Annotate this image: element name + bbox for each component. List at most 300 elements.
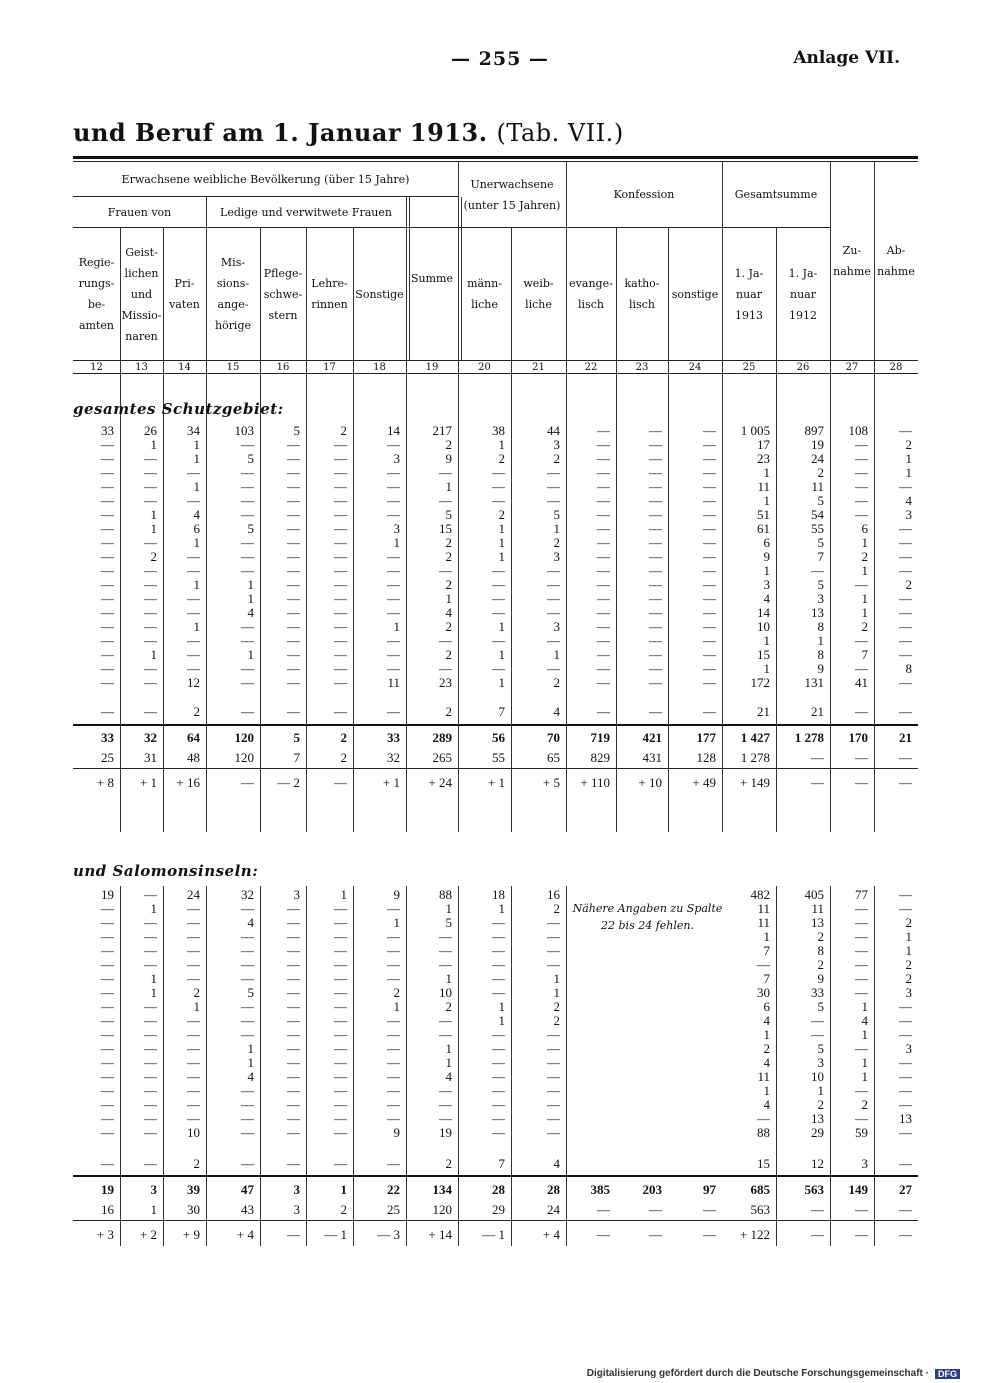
table-cell: 4 [445,605,452,620]
table-cell: — [287,1097,300,1112]
table-cell: — [899,1156,912,1171]
table-cell: — [287,493,300,508]
table-cell: — [855,437,868,452]
table-cell: — 1 [482,1227,505,1242]
table-cell: 2 [817,957,824,972]
header-wives: Frauen von [107,205,172,219]
table-cell: — [241,661,254,676]
table-cell: 15 [439,521,452,536]
table-cell: + 4 [236,1227,254,1242]
table-cell: 9 [763,549,770,564]
table-cell: — [241,957,254,972]
table-cell: — [597,423,610,438]
table-cell: — [492,1125,505,1140]
table-cell: — [649,451,662,466]
table-cell: — [855,633,868,648]
table-cell: — [703,1202,716,1217]
table-cell: 10 [811,1069,824,1084]
table-cell: — [187,1055,200,1070]
table-cell: 2 [445,549,452,564]
table-cell: — [334,1125,347,1140]
table-cell: 11 [757,479,770,494]
table-cell: 1 [861,563,868,578]
header-col22: evange-lisch [569,277,613,311]
table-cell: — [287,577,300,592]
table-cell: — [101,1097,114,1112]
table-cell: — [703,591,716,606]
table-cell: — [703,577,716,592]
table-cell: 2 [498,451,505,466]
table-cell: 4 [763,1097,770,1112]
table-cell: — [855,915,868,930]
table-row [73,676,918,690]
table-cell: + 14 [428,1227,452,1242]
table-cell: 29 [492,1202,505,1217]
table-cell: — [492,1083,505,1098]
table-cell: 1 [193,479,200,494]
table-cell: 2 [817,929,824,944]
table-cell: 203 [642,1182,662,1197]
table-cell: — [287,633,300,648]
table-cell: 39 [187,1182,200,1197]
table-cell: — [703,619,716,634]
table-cell: 7 [763,943,770,958]
table-cell: — [855,704,868,719]
table-cell: — [101,647,114,662]
table-cell: — [547,661,560,676]
table-cell: — [703,465,716,480]
table-cell: — [334,1013,347,1028]
table-cell: — [241,1097,254,1112]
table-cell: — [855,1083,868,1098]
table-cell: — [547,1083,560,1098]
table-cell: 2 [861,1097,868,1112]
table-cell: — [492,577,505,592]
table-cell: 2 [817,465,824,480]
table-cell: — [492,971,505,986]
table-cell: — [287,465,300,480]
header-col23: katho-lisch [624,277,660,311]
table-cell: 33 [387,730,400,745]
table-cell: — [492,661,505,676]
table-cell: 2 [340,730,347,745]
table-cell: — [387,661,400,676]
table-cell: — [547,943,560,958]
table-row [73,930,918,944]
table-cell: — [899,647,912,662]
table-cell: — [649,577,662,592]
table-cell: — [899,887,912,902]
table-cell: — [387,479,400,494]
table-cell: — [334,1055,347,1070]
table-cell: — [144,957,157,972]
table-cell: — [703,563,716,578]
column-number: 16 [276,362,290,373]
table-cell: — [144,661,157,676]
table-cell: 2 [905,915,912,930]
table-cell: 8 [905,661,912,676]
table-cell: 1 [553,647,560,662]
title-main: und Beruf am 1. Januar 1913. [73,118,488,147]
table-cell: — [547,479,560,494]
table-cell: 21 [899,730,912,745]
table-cell: — [492,605,505,620]
table-cell: 32 [387,750,400,765]
table-row [73,1112,918,1126]
table-cell: — [649,535,662,550]
table-cell: — [811,1202,824,1217]
table-cell: — [649,493,662,508]
table-cell: — [334,535,347,550]
table-cell: 2 [498,507,505,522]
table-cell: 2 [905,971,912,986]
table-cell: — [855,577,868,592]
table-cell: — [492,943,505,958]
table-cell: 1 [817,633,824,648]
table-cell: + 2 [139,1227,157,1242]
header-col27: Zu-nahme [833,244,871,278]
table-cell: — [334,451,347,466]
table-cell: — [492,1027,505,1042]
table-cell: — [439,1027,452,1042]
table-cell: — [287,971,300,986]
total-row [73,1183,918,1197]
table-row [73,1028,918,1042]
table-cell: — [649,563,662,578]
table-cell: + 16 [176,775,200,790]
table-cell: 1 [498,619,505,634]
table-cell: — [899,633,912,648]
table-cell: 4 [553,1156,560,1171]
table-cell: — [187,929,200,944]
table-cell: — [703,437,716,452]
table-cell: 4 [763,591,770,606]
table-row [73,972,918,986]
table-cell: 2 [193,704,200,719]
table-cell: — [649,1227,662,1242]
table-cell: 6 [861,521,868,536]
table-cell: 1 [193,577,200,592]
table-cell: + 110 [580,775,610,790]
table-cell: 9 [393,1125,400,1140]
table-row [73,1126,918,1140]
table-cell: — [334,1069,347,1084]
table-cell: 14 [757,605,770,620]
table-cell: — [492,465,505,480]
table-cell: — [649,1202,662,1217]
table-row [73,1070,918,1084]
table-cell: — [899,521,912,536]
table-cell: — [547,1027,560,1042]
table-cell: — [703,423,716,438]
table-cell: — [387,901,400,916]
table-cell: — [101,521,114,536]
table-cell: — [187,549,200,564]
table-cell: — [287,985,300,1000]
table-cell: — [241,704,254,719]
table-cell: 30 [187,1202,200,1217]
table-cell: — [597,521,610,536]
table-cell: 5 [817,577,824,592]
table-cell: — [439,1097,452,1112]
table-cell: 3 [817,1055,824,1070]
table-cell: — [101,901,114,916]
table-cell: 28 [492,1182,505,1197]
table-cell: + 122 [739,1227,770,1242]
table-cell: — [757,957,770,972]
table-cell: 1 [247,591,254,606]
table-cell: 19 [811,437,824,452]
table-cell: — [187,1027,200,1042]
table-cell: 897 [804,423,824,438]
header-minors: Unerwachsene (unter 15 Jahren) [463,177,561,212]
table-cell: 7 [817,549,824,564]
column-number: 27 [845,362,859,373]
table-cell: — [855,985,868,1000]
table-cell: — [144,465,157,480]
table-cell: — [101,605,114,620]
table-cell: — [101,437,114,452]
column-number: 24 [688,362,702,373]
table-row [73,634,918,648]
table-row [73,578,918,592]
table-cell: 3 [150,1182,157,1197]
table-cell: — [101,1083,114,1098]
table-cell: — [144,563,157,578]
table-cell: — [855,1041,868,1056]
table-cell: — [387,1013,400,1028]
table-cell: — [144,887,157,902]
table-cell: 1 [553,521,560,536]
table-cell: — [597,675,610,690]
table-cell: — [855,507,868,522]
table-cell: 1 [150,901,157,916]
table-cell: 2 [905,957,912,972]
table-cell: — [387,1083,400,1098]
table-cell: — [387,1156,400,1171]
table-cell: 4 [763,1055,770,1070]
table-cell: 2 [553,451,560,466]
table-cell: — [241,675,254,690]
table-cell: — [287,915,300,930]
column-number: 21 [532,362,545,373]
table-cell: 4 [247,605,254,620]
table-cell: — [492,985,505,1000]
table-cell: — [899,999,912,1014]
table-cell: — [703,479,716,494]
table-cell: 1 [861,1027,868,1042]
table-cell: 2 [445,619,452,634]
table-cell: — [187,563,200,578]
table-cell: — [703,521,716,536]
table-cell: 48 [187,750,200,765]
table-cell: 61 [757,521,770,536]
table-cell: — [241,1156,254,1171]
table-cell: 4 [445,1069,452,1084]
column-number: 15 [226,362,240,373]
table-cell: 405 [804,887,824,902]
table-cell: — [811,750,824,765]
table-cell: — [387,437,400,452]
table-cell: 65 [547,750,560,765]
footer-text: Digitalisierung gefördert durch die Deutsche Forschungsgemeinschaft · [586,1368,929,1379]
table-cell: 43 [241,1202,254,1217]
table-cell: 829 [590,750,610,765]
column-number: 23 [635,362,649,373]
total-row [73,731,918,745]
table-cell: — [287,563,300,578]
table-cell: — [439,465,452,480]
table-cell: — [101,704,114,719]
table-cell: 3 [393,451,400,466]
table-cell: 1 [150,521,157,536]
appendix-label: Anlage VII. [793,48,900,68]
table-cell: — [287,704,300,719]
table-cell: 2 [553,1013,560,1028]
table-cell: 2 [905,577,912,592]
table-cell: 1 [763,465,770,480]
table-cell: — [287,1069,300,1084]
table-cell: — [439,957,452,972]
table-cell: — [144,1069,157,1084]
table-cell: 128 [696,750,716,765]
table-cell: 1 [498,675,505,690]
table-cell: 289 [432,730,452,745]
table-cell: 1 [861,1069,868,1084]
table-cell: 59 [855,1125,868,1140]
table-cell: — [855,929,868,944]
table-cell: — [144,1125,157,1140]
table-cell: — [703,605,716,620]
table-cell: 1 278 [740,750,770,765]
table-cell: — [649,549,662,564]
table-cell: 1 [817,1083,824,1098]
table-cell: — [855,1202,868,1217]
table-cell: — [144,704,157,719]
table-cell: 134 [432,1182,452,1197]
table-cell: — [101,535,114,550]
table-cell: 32 [144,730,157,745]
header-col19: Summe [411,272,453,285]
table-cell: — [144,1041,157,1056]
table-cell: 16 [101,1202,114,1217]
table-cell: — [287,591,300,606]
table-cell: — [287,901,300,916]
table-cell: 1 [763,633,770,648]
table-cell: 120 [432,1202,452,1217]
column-number: 12 [90,362,103,373]
table-cell: 77 [855,887,868,902]
table-cell: — [287,535,300,550]
table-cell: — [387,605,400,620]
table-cell: 30 [757,985,770,1000]
table-cell: 3 [553,549,560,564]
table-cell: — [649,479,662,494]
table-cell: — [144,479,157,494]
table-cell: — [899,423,912,438]
table-cell: — [101,1027,114,1042]
table-cell: — [187,957,200,972]
table-cell: 177 [696,730,716,745]
table-cell: — [287,1227,300,1242]
table-cell: 1 [763,493,770,508]
table-cell: — [439,661,452,676]
table-cell: 1 [445,479,452,494]
table-cell: — [597,465,610,480]
table-cell: — [241,479,254,494]
table-cell: 3 [293,1182,300,1197]
table-cell: — [597,1227,610,1242]
table-cell: — [287,1027,300,1042]
column-number: 22 [584,362,598,373]
table-cell: — [855,493,868,508]
table-cell: — [387,1069,400,1084]
table-cell: — [899,535,912,550]
table-row [73,536,918,550]
table-cell: 421 [642,730,662,745]
table-cell: 1 [553,985,560,1000]
table-cell: 9 [445,451,452,466]
table-cell: 6 [193,521,200,536]
table-cell: 2 [553,999,560,1014]
table-cell: — [811,563,824,578]
table-cell: — [899,750,912,765]
table-cell: — [334,577,347,592]
table-cell: 1 [763,661,770,676]
table-cell: 7 [293,750,300,765]
table-row [73,592,918,606]
table-row [73,424,918,438]
table-cell: 120 [234,750,254,765]
table-cell: 482 [750,887,770,902]
table-cell: 2 [393,985,400,1000]
difference-row [73,1228,918,1242]
table-cell: 6 [763,999,770,1014]
table-cell: 12 [187,675,200,690]
table-cell: — [387,633,400,648]
table-cell: — [334,915,347,930]
table-cell: 23 [439,675,452,690]
header-col21: weib-liche [523,277,554,311]
table-cell: 5 [553,507,560,522]
table-cell: — [187,605,200,620]
table-cell: — [101,999,114,1014]
table-cell: — [703,633,716,648]
table-cell: — [855,661,868,676]
table-cell: — [101,1069,114,1084]
table-cell: — [334,929,347,944]
table-cell: — [144,1013,157,1028]
table-cell: — [387,1055,400,1070]
table-cell: 1 [393,619,400,634]
table-cell: 12 [811,1156,824,1171]
table-cell: — [811,1227,824,1242]
table-row [73,1084,918,1098]
table-cell: — [287,957,300,972]
table-cell: 18 [492,887,505,902]
table-cell: — [492,1097,505,1112]
table-cell: 2 [861,549,868,564]
table-cell: — [144,999,157,1014]
table-cell: 25 [101,750,114,765]
table-cell: — [241,1083,254,1098]
table-cell: — [547,633,560,648]
table-cell: 1 [340,887,347,902]
table-cell: — [855,957,868,972]
table-cell: — [899,1097,912,1112]
table-cell: — [649,591,662,606]
column-number: 25 [742,362,756,373]
